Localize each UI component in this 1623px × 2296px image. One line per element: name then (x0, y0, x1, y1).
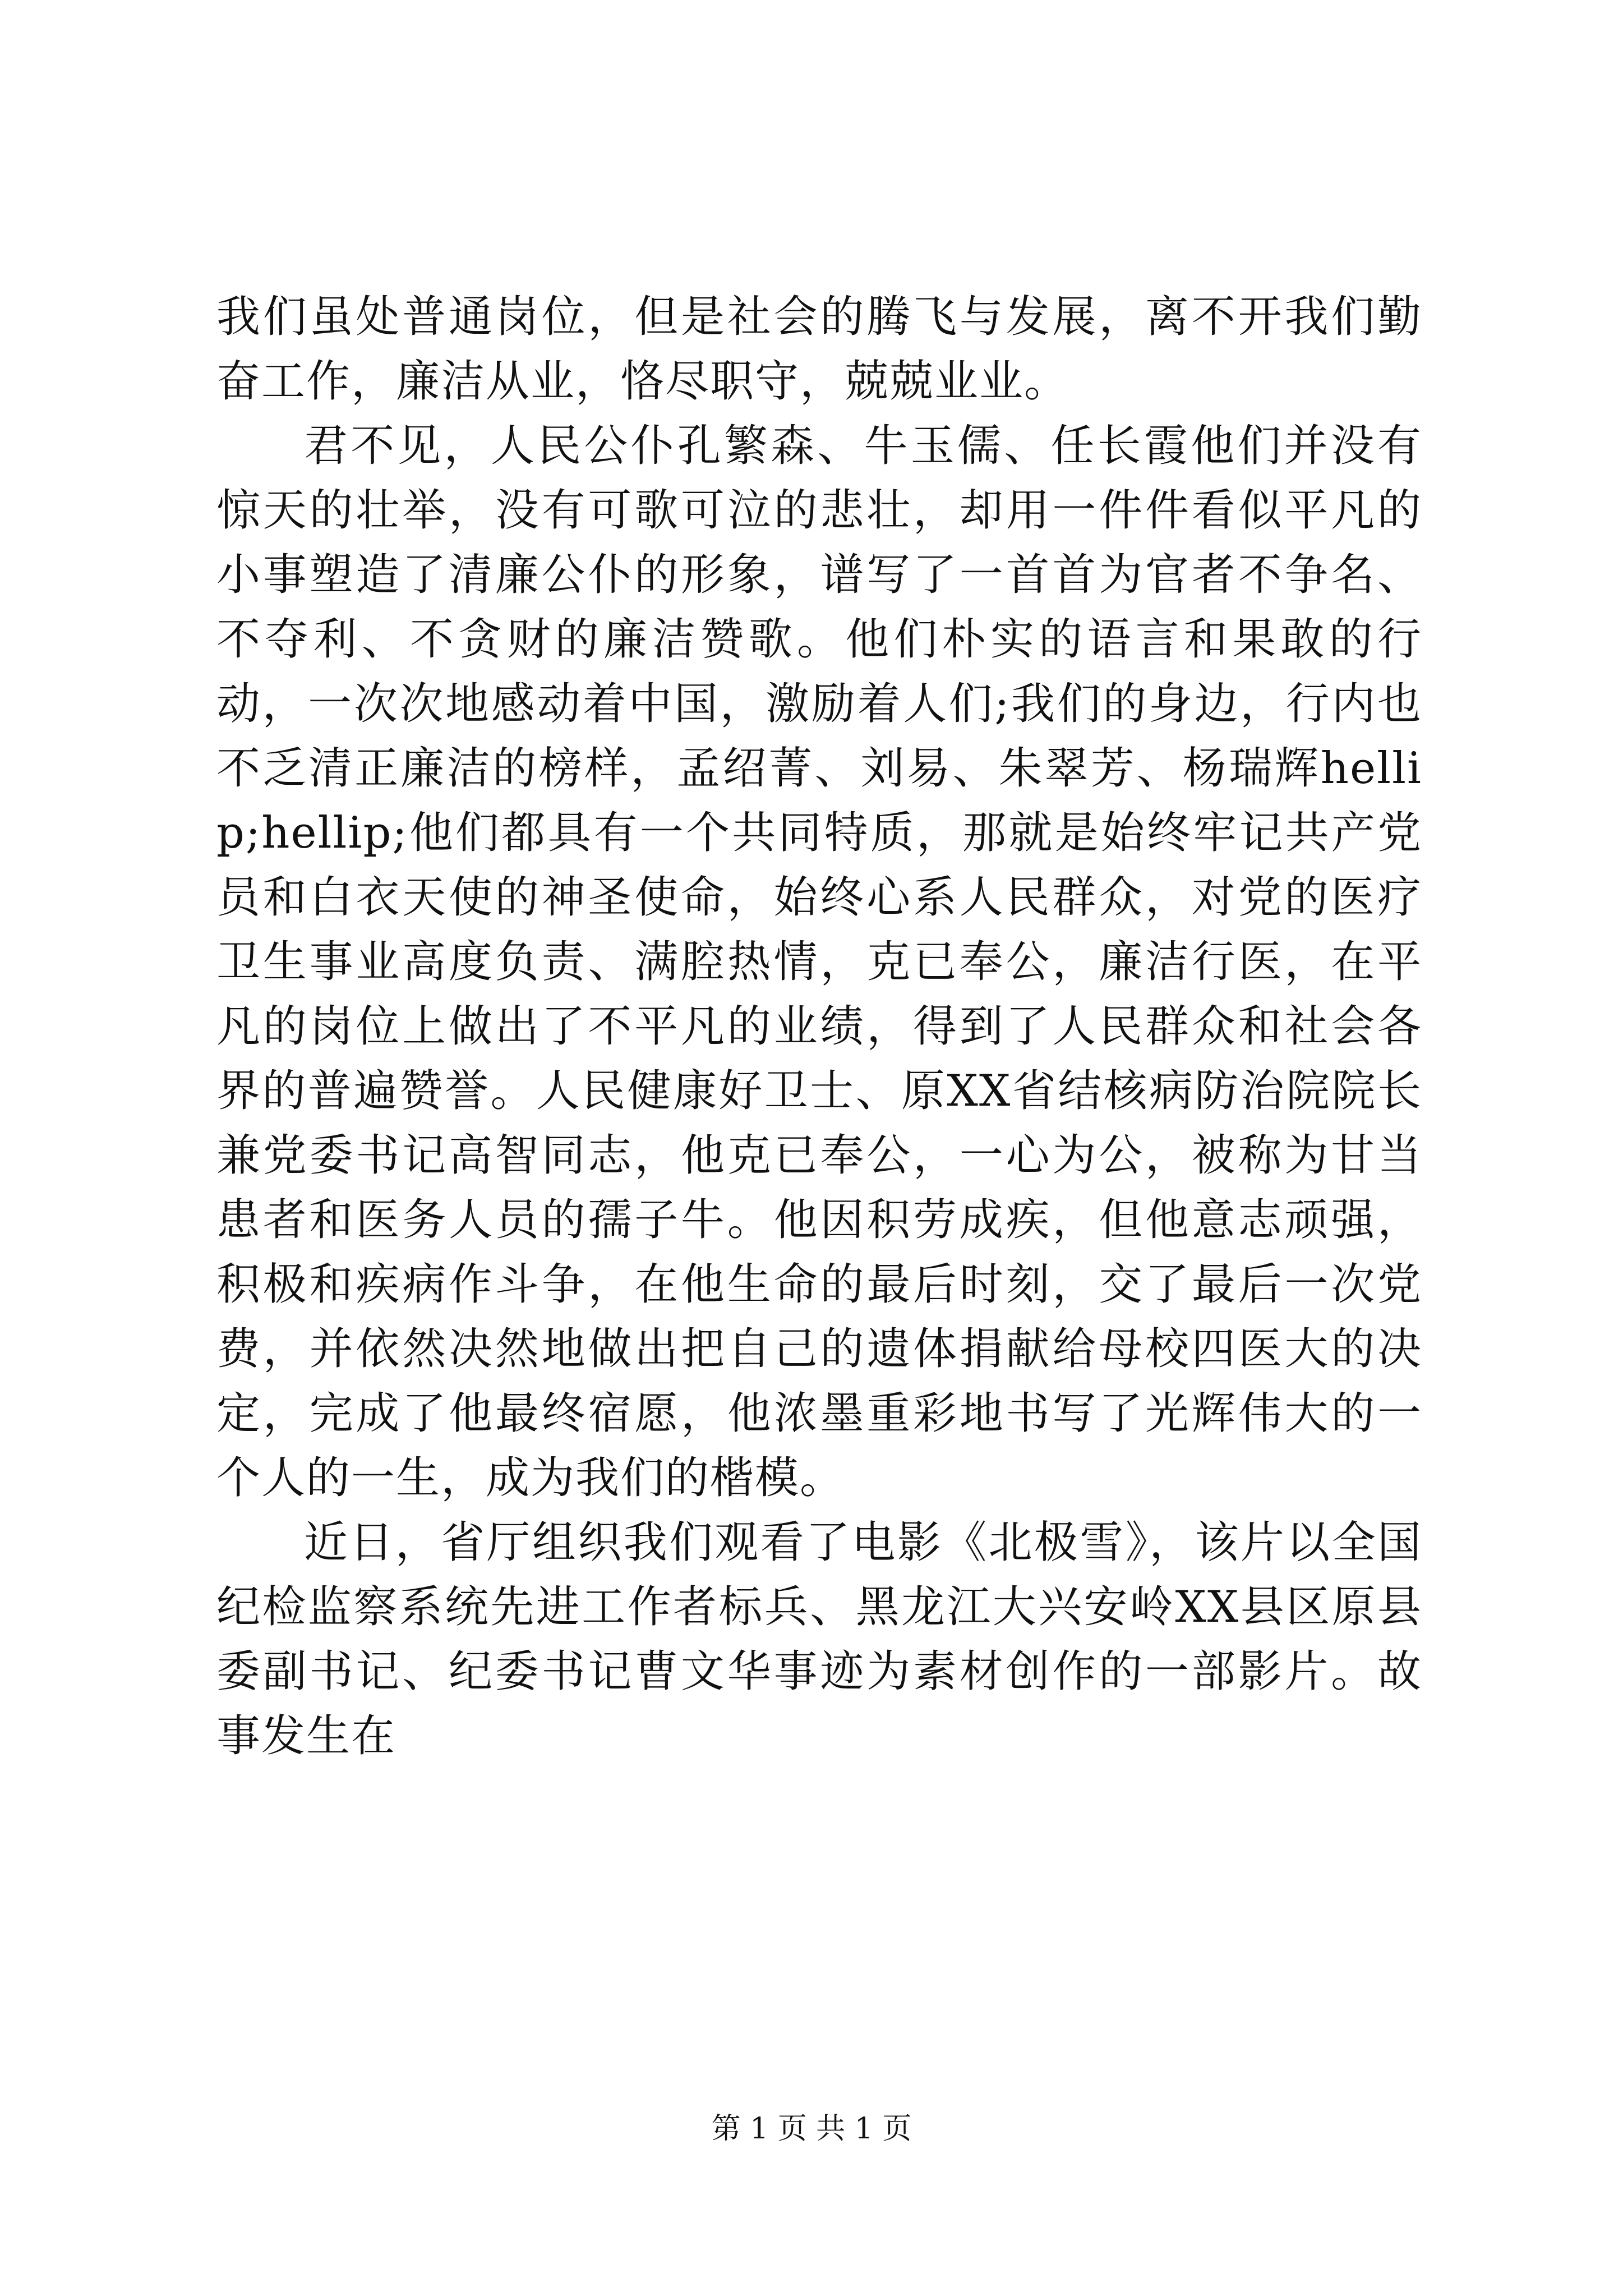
paragraph-1: 我们虽处普通岗位，但是社会的腾飞与发展，离不开我们勤奋工作，廉洁从业，恪尽职守，兢兢业业。 (216, 292, 1422, 407)
paragraph-3: 近日，省厅组织我们观看了电影《北极雪》，该片以全国纪检监察系统先进工作者标兵、黑龙江大兴安岭XX县区原县委副书记、纪委书记曹文华事迹为素材创作的一部影片。故事发生在 (216, 1517, 1422, 1761)
page-footer (0, 2109, 1623, 2148)
paragraph-2: 君不见，人民公仆孔繁森、牛玉儒、任长霞他们并没有惊天的壮举，没有可歌可泣的悲壮，却用一件件看似平凡的小事塑造了清廉公仆的形象，谱写了一首首为官者不争名、不夺利、不贪财的廉洁赞歌。他们朴实的语言和果敢的行动，一次次地感动着中国，激励着人们;我们的身边，行内也不乏清正廉洁的榜样，孟绍菁、刘易、朱翠芳、杨瑞辉hellip;hellip;他们都具有一个共同特质，那就是始终牢记共产党员和白衣天使的神圣使命，始终心系人民群众，对党的医疗卫生事业高度负责、满腔热情，克已奉公，廉洁行医，在平凡的岗位上做出了不平凡的业绩，得到了人民群众和社会各界的普遍赞誉。人民健康好卫士、原XX省结核病防治院院长兼党委书记高智同志，他克已奉公，一心为公，被称为甘当患者和医务人员的孺子牛。他因积劳成疾，但他意志顽强，积极和疾病作斗争，在他生命的最后时刻，交了最后一次党费，并依然决然地做出把自己的遗体捐献给母校四医大的决定，完成了他最终宿愿，他浓墨重彩地书写了光辉伟大的一个人的一生，成为我们的楷模。 (216, 421, 1422, 1503)
page-number-label: 第 1 页 共 1 页 (711, 2112, 912, 2146)
document-body (216, 285, 1422, 1769)
